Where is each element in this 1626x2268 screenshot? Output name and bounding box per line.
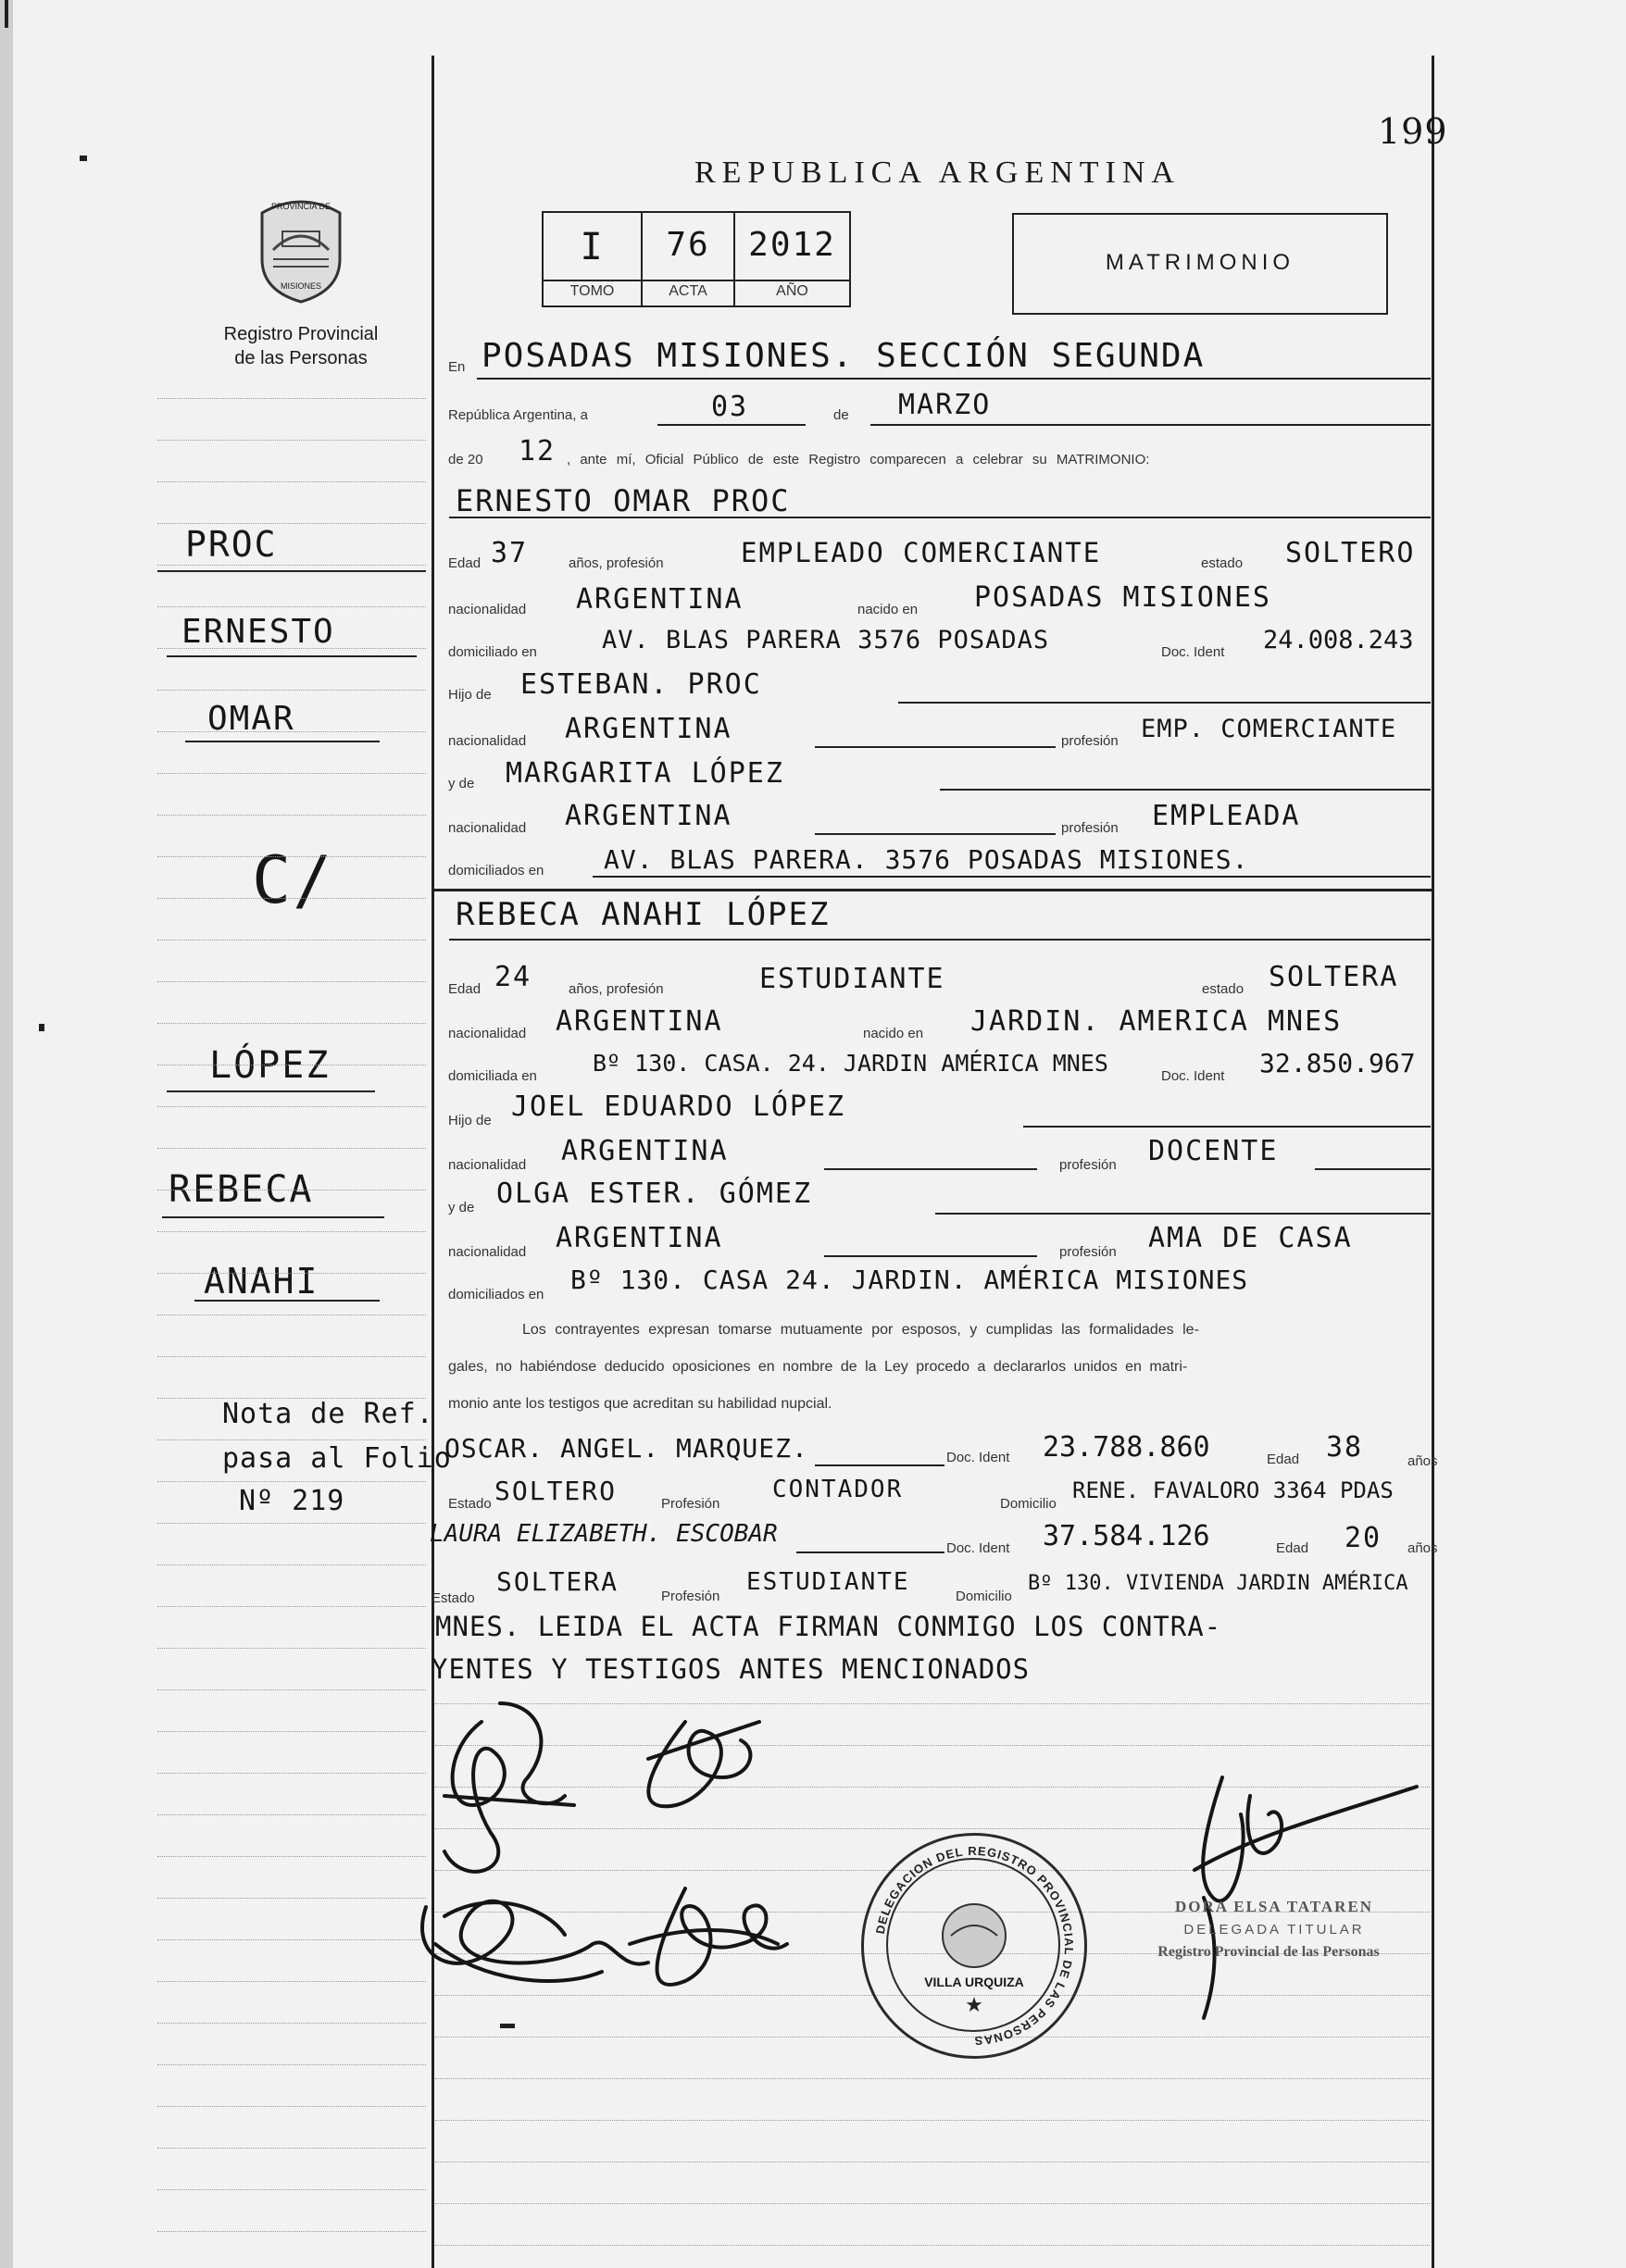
margin-ruling — [157, 1106, 426, 1107]
ano-label: AÑO — [776, 283, 808, 299]
witness1-estado-label: Estado — [448, 1496, 492, 1512]
declaration-line-1: Los contrayentes expresan tomarse mutuamente por esposos, y cumplidas las formalidades le- — [522, 1322, 1199, 1338]
delegation-stamp — [861, 1833, 1087, 2059]
bride-edad-label: Edad — [448, 981, 482, 997]
margin-ruling — [157, 565, 426, 566]
bride-nacido-label: nacido en — [863, 1026, 924, 1041]
bride-doms-label: domiciliados en — [448, 1287, 544, 1302]
section-divider — [432, 889, 1433, 891]
binder-mark — [5, 0, 8, 28]
margin-ruling — [157, 1814, 426, 1815]
ano-value: 2012 — [748, 226, 836, 264]
margin-ruling — [157, 1481, 426, 1482]
bride-padre-prof-label: profesión — [1059, 1157, 1117, 1173]
witness1-doc: 23.788.860 — [1043, 1431, 1210, 1464]
bride-padre-nac-label: nacionalidad — [448, 1157, 527, 1173]
groom-padre-prof-label: profesión — [1061, 733, 1119, 749]
witness2-dom-label: Domicilio — [956, 1589, 1012, 1604]
bride-domicilio: Bº 130. CASA. 24. JARDIN AMÉRICA MNES — [593, 1050, 1108, 1077]
margin-ruling — [157, 1606, 426, 1607]
groom-estado-label: estado — [1201, 555, 1244, 571]
margin-ruling — [157, 690, 426, 691]
groom-name: ERNESTO OMAR PROC — [456, 483, 791, 518]
margin-ruling — [157, 856, 426, 857]
seal-text-top: PROVINCIA DE — [270, 202, 331, 211]
signature-ruling — [435, 2203, 1430, 2204]
groom-dom-label: domiciliado en — [448, 644, 537, 660]
bride-hijo-label: Hijo de — [448, 1113, 492, 1128]
bride-madre-prof-label: profesión — [1059, 1244, 1117, 1260]
page-number: 199 — [1378, 111, 1448, 152]
record-type-box — [1012, 213, 1388, 315]
margin-ruling — [157, 1564, 426, 1565]
margin-ruling — [157, 2231, 426, 2232]
groom-padres-dom: AV. BLAS PARERA. 3576 POSADAS MISIONES. — [604, 844, 1249, 875]
witness1-profesion: CONTADOR — [772, 1476, 904, 1503]
margin-ruling — [157, 1231, 426, 1232]
binder-edge — [0, 0, 13, 2268]
bride-estado: SOLTERA — [1269, 961, 1399, 993]
margin-bride-second: ANAHI — [204, 1261, 319, 1302]
margin-ruling — [157, 2148, 426, 2149]
groom-edad: 37 — [491, 537, 529, 569]
witness1-prof-label: Profesión — [661, 1496, 720, 1512]
margin-groom-surname: PROC — [185, 524, 278, 565]
en-label: En — [448, 359, 466, 375]
groom-madre-nac-label: nacionalidad — [448, 820, 527, 836]
closing-line-2: YENTES Y TESTIGOS ANTES MENCIONADOS — [432, 1653, 1031, 1685]
groom-nac-label: nacionalidad — [448, 602, 527, 617]
stray-mark — [500, 2024, 515, 2028]
bride-padre: JOEL EDUARDO LÓPEZ — [511, 1090, 846, 1123]
acta-value: 76 — [666, 226, 710, 264]
margin-ruling — [157, 1898, 426, 1899]
stamp-center-text: VILLA URQUIZA — [924, 1975, 1024, 1989]
margin-groom-first: ERNESTO — [181, 613, 335, 651]
seal-text-bottom: MISIONES — [280, 281, 321, 291]
witness2-estado: SOLTERA — [496, 1566, 619, 1597]
bride-yde-label: y de — [448, 1200, 475, 1215]
witness2-edad-label: Edad — [1276, 1540, 1309, 1556]
margin-ruling — [157, 1731, 426, 1732]
bride-profesion: ESTUDIANTE — [759, 963, 945, 995]
margin-ruling — [157, 2189, 426, 2190]
groom-madre: MARGARITA LÓPEZ — [506, 757, 784, 790]
margin-ruling — [157, 1356, 426, 1357]
groom-padre-nac-label: nacionalidad — [448, 733, 527, 749]
margin-ruling — [157, 1939, 426, 1940]
groom-yde-label: y de — [448, 776, 475, 791]
groom-nacido: POSADAS MISIONES — [974, 581, 1271, 614]
right-border — [1432, 56, 1434, 2268]
groom-nacionalidad: ARGENTINA — [576, 583, 744, 616]
tomo-label: TOMO — [569, 283, 615, 299]
witness1-anos-label: años — [1407, 1453, 1438, 1469]
groom-madre-nac: ARGENTINA — [565, 800, 732, 832]
official-org: Registro Provincial de las Personas — [1157, 1944, 1380, 1960]
margin-ruling — [157, 1023, 426, 1024]
place: POSADAS MISIONES. SECCIÓN SEGUNDA — [482, 337, 1206, 375]
bride-madre-nac-label: nacionalidad — [448, 1244, 527, 1260]
margin-ruling — [157, 1398, 426, 1399]
bride-madre-prof: AMA DE CASA — [1148, 1222, 1353, 1254]
signature-ruling — [435, 2120, 1430, 2121]
signature-witness2 — [657, 1888, 787, 1985]
groom-madre-prof-label: profesión — [1061, 820, 1119, 836]
witness2-doc-label: Doc. Ident — [946, 1540, 1010, 1556]
margin-bride-first: REBECA — [169, 1168, 314, 1211]
margin-ruling — [157, 1689, 426, 1690]
groom-padre-nac: ARGENTINA — [565, 713, 732, 745]
margin-ruling — [157, 815, 426, 816]
groom-domicilio: AV. BLAS PARERA 3576 POSADAS — [602, 626, 1050, 654]
tomo-value: I — [580, 226, 605, 268]
margin-ruling — [157, 648, 426, 649]
bride-nac-label: nacionalidad — [448, 1026, 527, 1041]
witness1-domicilio: RENE. FAVALORO 3364 PDAS — [1072, 1477, 1394, 1503]
bride-madre-nac: ARGENTINA — [556, 1222, 723, 1254]
official-name: DORA ELSA TATAREN — [1174, 1898, 1374, 1915]
groom-edad-label: Edad — [448, 555, 482, 571]
groom-madre-prof: EMPLEADA — [1152, 800, 1301, 832]
margin-note-1: Nota de Ref. — [222, 1398, 434, 1430]
margin-ruling — [157, 2106, 426, 2107]
bride-doc: 32.850.967 — [1259, 1048, 1416, 1078]
official-title: DELEGADA TITULAR — [1183, 1922, 1365, 1938]
groom-padre-prof: EMP. COMERCIANTE — [1141, 715, 1397, 743]
signature-ruling — [435, 2245, 1430, 2246]
margin-ruling — [157, 398, 426, 399]
groom-profesion: EMPLEADO COMERCIANTE — [741, 537, 1102, 568]
witness1-estado: SOLTERO — [494, 1476, 618, 1506]
declaration-line-2: gales, no habiéndose deducido oposiciones en nombre de la Ley procedo a declararlos unidos en matri- — [448, 1359, 1188, 1375]
bride-nacionalidad: ARGENTINA — [556, 1005, 723, 1038]
signature-bride — [648, 1722, 750, 1806]
witness1-edad-label: Edad — [1267, 1452, 1300, 1467]
registry-line-2: de las Personas — [234, 348, 368, 368]
margin-ruling — [157, 773, 426, 774]
signature-official — [1148, 1759, 1426, 2027]
margin-ruling — [157, 1773, 426, 1774]
margin-ruling — [157, 1439, 426, 1440]
margin-ruling — [157, 731, 426, 732]
bride-dom-label: domiciliada en — [448, 1068, 537, 1084]
margin-note-2: pasa al Folio — [222, 1442, 452, 1475]
bride-padres-dom: Bº 130. CASA 24. JARDIN. AMÉRICA MISIONES — [570, 1265, 1249, 1295]
bride-padre-prof: DOCENTE — [1148, 1135, 1279, 1167]
record-id-box — [542, 211, 851, 307]
stamp-ring-text: DELEGACION DEL REGISTRO PROVINCIAL DE LAS PERSONAS — [872, 1843, 1077, 2049]
witness2-name: LAURA ELIZABETH. ESCOBAR — [430, 1520, 778, 1548]
margin-ruling — [157, 1148, 426, 1149]
bride-padre-nac: ARGENTINA — [561, 1135, 729, 1167]
witness1-doc-label: Doc. Ident — [946, 1450, 1010, 1465]
margin-ruling — [157, 1273, 426, 1274]
margin-ruling — [157, 1856, 426, 1857]
country-title: REPUBLICA ARGENTINA — [694, 156, 1181, 190]
day: 03 — [711, 391, 749, 423]
groom-anos-label: años, profesión — [569, 555, 664, 571]
margin-ruling — [157, 1981, 426, 1982]
groom-nacido-label: nacido en — [857, 602, 919, 617]
declaration-line-3: monio ante los testigos que acreditan su habilidad nupcial. — [448, 1396, 832, 1412]
margin-ruling — [157, 523, 426, 524]
witness1-name: OSCAR. ANGEL. MARQUEZ. — [444, 1433, 808, 1464]
provincial-seal — [255, 194, 347, 304]
witness2-profesion: ESTUDIANTE — [746, 1568, 910, 1596]
groom-doms-label: domiciliados en — [448, 863, 544, 879]
witness2-domicilio: Bº 130. VIVIENDA JARDIN AMÉRICA — [1028, 1572, 1408, 1595]
de-label: de — [833, 407, 849, 423]
year-suffix: 12 — [519, 435, 557, 467]
witness2-doc: 37.584.126 — [1043, 1520, 1210, 1552]
stamp-ring-svg — [864, 1836, 1084, 2056]
groom-doc-label: Doc. Ident — [1161, 644, 1225, 660]
witness2-prof-label: Profesión — [661, 1589, 720, 1604]
margin-ruling — [157, 1648, 426, 1649]
groom-padre: ESTEBAN. PROC — [520, 668, 762, 701]
margin-bride-surname: LÓPEZ — [209, 1044, 331, 1087]
groom-estado: SOLTERO — [1285, 537, 1416, 569]
margin-ruling — [157, 2064, 426, 2065]
bride-anos-label: años, profesión — [569, 981, 664, 997]
witness2-estado-label: Estado — [432, 1590, 475, 1606]
bride-estado-label: estado — [1202, 981, 1245, 997]
margin-ruling — [157, 1523, 426, 1524]
bride-nacido: JARDIN. AMERICA MNES — [970, 1005, 1343, 1038]
margin-ruling — [157, 981, 426, 982]
margin-with: C/ — [252, 842, 334, 918]
bride-doc-label: Doc. Ident — [1161, 1068, 1225, 1084]
margin-groom-second: OMAR — [207, 700, 295, 738]
record-type: MATRIMONIO — [1105, 250, 1295, 275]
intro-text: , ante mí, Oficial Público de este Registro comparecen a celebrar su MATRIMONIO: — [567, 452, 1150, 467]
margin-ruling — [157, 481, 426, 482]
bride-name: REBECA ANAHI LÓPEZ — [456, 896, 831, 933]
signature-ruling — [435, 2078, 1430, 2079]
margin-ruling — [157, 940, 426, 941]
year-prefix: de 20 — [448, 452, 483, 467]
margin-note-3: Nº 219 — [239, 1485, 345, 1517]
acta-label: ACTA — [669, 283, 707, 299]
margin-ruling — [157, 440, 426, 441]
margin-ruling — [157, 898, 426, 899]
svg-text:★: ★ — [965, 1993, 983, 2016]
margin-ruling — [157, 2023, 426, 2024]
bride-edad: 24 — [494, 961, 532, 993]
groom-doc: 24.008.243 — [1263, 626, 1414, 654]
witness2-edad: 20 — [1345, 1522, 1382, 1554]
stray-mark — [39, 1024, 44, 1031]
stray-mark — [80, 156, 87, 161]
witness2-anos-label: años — [1407, 1540, 1438, 1556]
witness1-dom-label: Domicilio — [1000, 1496, 1057, 1512]
groom-hijo-label: Hijo de — [448, 687, 492, 703]
bride-madre: OLGA ESTER. GÓMEZ — [496, 1178, 813, 1210]
closing-line-1: MNES. LEIDA EL ACTA FIRMAN CONMIGO LOS CONTRA- — [435, 1611, 1222, 1642]
month: MARZO — [898, 389, 992, 421]
registry-line-1: Registro Provincial — [223, 324, 379, 344]
witness1-edad: 38 — [1326, 1431, 1364, 1464]
rep-label: República Argentina, a — [448, 407, 588, 423]
margin-ruling — [157, 606, 426, 607]
